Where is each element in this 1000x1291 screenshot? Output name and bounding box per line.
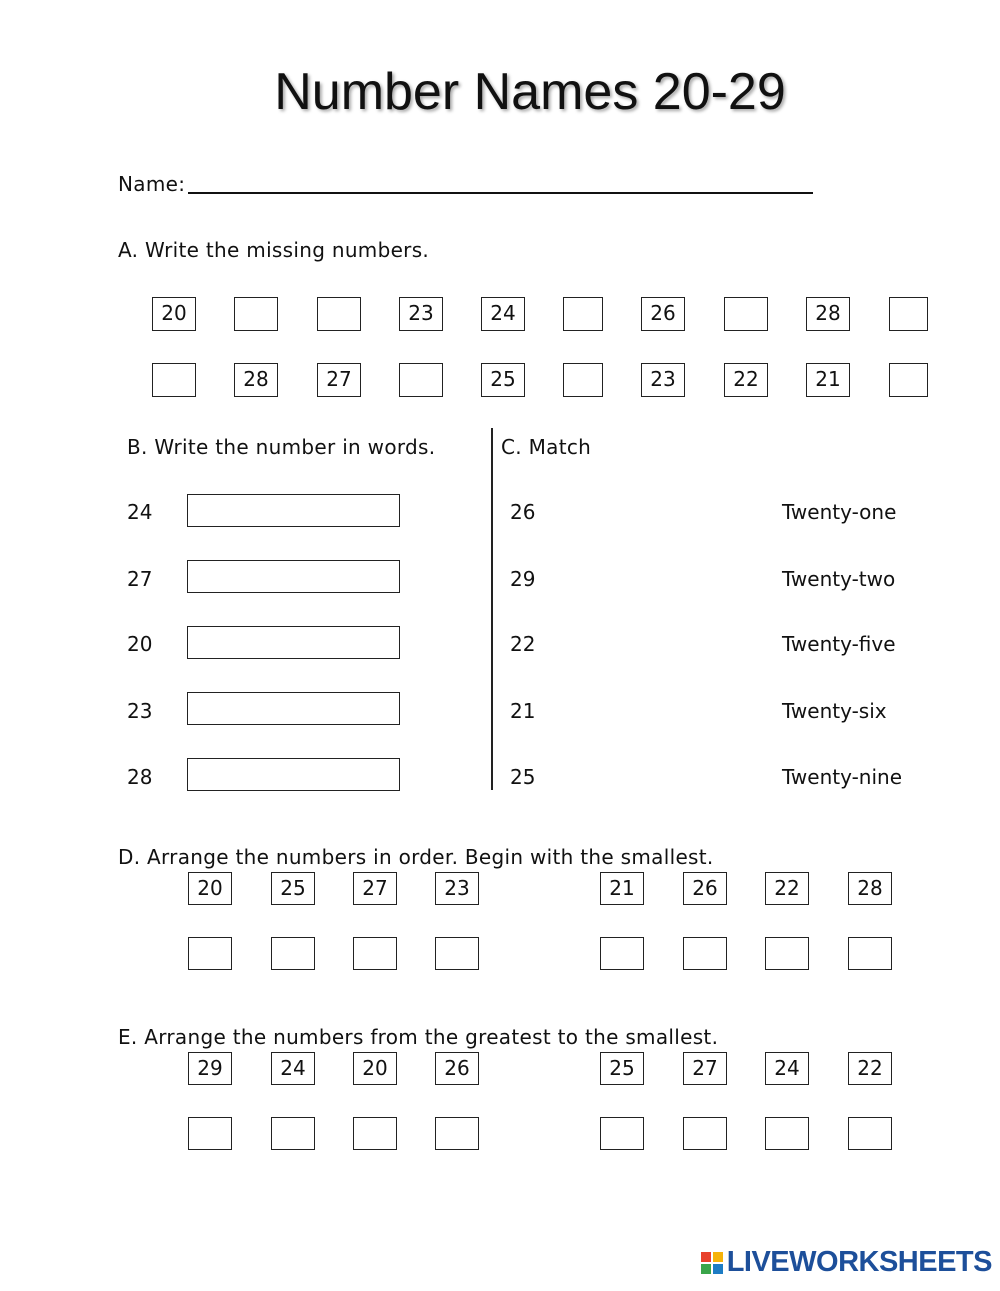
- name-line[interactable]: [188, 192, 813, 194]
- missing-number-box[interactable]: [399, 363, 443, 397]
- missing-number-box[interactable]: 23: [399, 297, 443, 331]
- liveworksheets-logo-icon: [701, 1252, 723, 1274]
- order-answer-box[interactable]: [188, 1117, 232, 1150]
- words-item-number: 27: [127, 567, 153, 591]
- missing-number-box[interactable]: [563, 297, 603, 331]
- words-item-number: 24: [127, 500, 153, 524]
- order-answer-box[interactable]: [765, 1117, 809, 1150]
- words-item-number: 28: [127, 765, 153, 789]
- missing-number-box[interactable]: [724, 297, 768, 331]
- words-answer-box[interactable]: [187, 692, 400, 725]
- match-number[interactable]: 26: [510, 500, 536, 524]
- missing-number-box[interactable]: 24: [481, 297, 525, 331]
- order-answer-box[interactable]: [600, 1117, 644, 1150]
- section-c-heading: C. Match: [501, 435, 592, 459]
- order-number-box: 22: [765, 872, 809, 905]
- section-b-heading: B. Write the number in words.: [127, 435, 436, 459]
- missing-number-box[interactable]: [234, 297, 278, 331]
- order-answer-box[interactable]: [600, 937, 644, 970]
- section-a-heading: A. Write the missing numbers.: [118, 238, 430, 262]
- match-word[interactable]: Twenty-nine: [782, 765, 902, 789]
- missing-number-box[interactable]: [152, 363, 196, 397]
- section-d-heading: D. Arrange the numbers in order. Begin with the smallest.: [118, 845, 714, 869]
- match-word[interactable]: Twenty-two: [782, 567, 896, 591]
- order-answer-box[interactable]: [353, 1117, 397, 1150]
- page-title: Number Names 20-29: [274, 63, 786, 121]
- order-number-box: 25: [600, 1052, 644, 1085]
- match-number[interactable]: 29: [510, 567, 536, 591]
- missing-number-box[interactable]: 28: [806, 297, 850, 331]
- order-number-box: 20: [188, 872, 232, 905]
- missing-number-box[interactable]: 23: [641, 363, 685, 397]
- missing-number-box[interactable]: 27: [317, 363, 361, 397]
- order-answer-box[interactable]: [271, 937, 315, 970]
- missing-number-box[interactable]: [563, 363, 603, 397]
- name-label: Name:: [118, 172, 186, 196]
- match-number[interactable]: 22: [510, 632, 536, 656]
- missing-number-box[interactable]: 22: [724, 363, 768, 397]
- order-answer-box[interactable]: [765, 937, 809, 970]
- order-number-box: 26: [435, 1052, 479, 1085]
- order-answer-box[interactable]: [848, 937, 892, 970]
- order-number-box: 24: [271, 1052, 315, 1085]
- missing-number-box[interactable]: 21: [806, 363, 850, 397]
- column-divider: [491, 428, 493, 790]
- match-number[interactable]: 25: [510, 765, 536, 789]
- order-number-box: 28: [848, 872, 892, 905]
- order-number-box: 29: [188, 1052, 232, 1085]
- order-number-box: 26: [683, 872, 727, 905]
- order-answer-box[interactable]: [188, 937, 232, 970]
- match-word[interactable]: Twenty-six: [782, 699, 887, 723]
- order-answer-box[interactable]: [848, 1117, 892, 1150]
- logo-square: [713, 1252, 723, 1262]
- order-number-box: 27: [353, 872, 397, 905]
- order-number-box: 22: [848, 1052, 892, 1085]
- missing-number-box[interactable]: 28: [234, 363, 278, 397]
- missing-number-box[interactable]: [889, 297, 928, 331]
- order-answer-box[interactable]: [271, 1117, 315, 1150]
- words-answer-box[interactable]: [187, 560, 400, 593]
- order-number-box: 25: [271, 872, 315, 905]
- order-number-box: 24: [765, 1052, 809, 1085]
- missing-number-box[interactable]: [889, 363, 928, 397]
- order-answer-box[interactable]: [683, 1117, 727, 1150]
- order-number-box: 20: [353, 1052, 397, 1085]
- order-answer-box[interactable]: [435, 1117, 479, 1150]
- missing-number-box[interactable]: [317, 297, 361, 331]
- match-word[interactable]: Twenty-one: [782, 500, 897, 524]
- missing-number-box[interactable]: 20: [152, 297, 196, 331]
- logo-square: [701, 1252, 711, 1262]
- logo-square: [701, 1264, 711, 1274]
- section-e-heading: E. Arrange the numbers from the greatest to the smallest.: [118, 1025, 719, 1049]
- order-answer-box[interactable]: [353, 937, 397, 970]
- words-item-number: 20: [127, 632, 153, 656]
- order-number-box: 27: [683, 1052, 727, 1085]
- logo-square: [713, 1264, 723, 1274]
- match-number[interactable]: 21: [510, 699, 536, 723]
- missing-number-box[interactable]: 25: [481, 363, 525, 397]
- order-number-box: 21: [600, 872, 644, 905]
- brand-text: LIVEWORKSHEETS: [726, 1246, 992, 1278]
- match-word[interactable]: Twenty-five: [782, 632, 896, 656]
- words-item-number: 23: [127, 699, 153, 723]
- words-answer-box[interactable]: [187, 494, 400, 527]
- missing-number-box[interactable]: 26: [641, 297, 685, 331]
- words-answer-box[interactable]: [187, 626, 400, 659]
- order-answer-box[interactable]: [435, 937, 479, 970]
- order-number-box: 23: [435, 872, 479, 905]
- words-answer-box[interactable]: [187, 758, 400, 791]
- order-answer-box[interactable]: [683, 937, 727, 970]
- liveworksheets-brand: [701, 1246, 992, 1279]
